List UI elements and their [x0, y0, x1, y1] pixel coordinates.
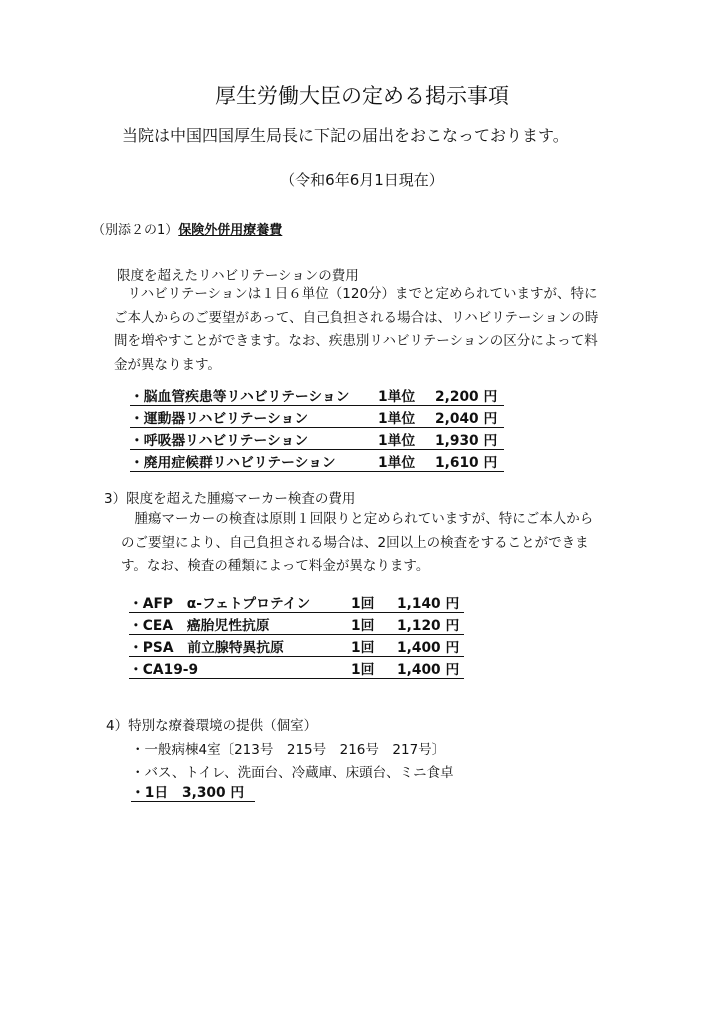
item-name: ・運動器リハビリテーション: [130, 411, 309, 427]
item-name: ・CEA 癌胎児性抗原: [129, 618, 270, 634]
item-price: 1,400 円: [397, 640, 460, 656]
item-price: 1,930 円: [435, 433, 498, 449]
price-row: [129, 590, 464, 613]
room-amenities: ・バス、トイレ、洗面台、冷蔵庫、床頭台、ミニ食卓: [131, 765, 454, 781]
item-name: ・廃用症候群リハビリテーション: [130, 455, 336, 471]
section-title: 保険外併用療養費: [178, 223, 283, 238]
rehab-line: ご本人からのご要望があって、自己負担される場合は、リハビリテーションの時: [114, 309, 599, 326]
item-price: 2,200 円: [435, 389, 498, 405]
room-price-text: ・1日 3,300 円: [131, 785, 245, 801]
page-title: 厚生労働大臣の定める掲示事項: [215, 84, 509, 108]
item-unit: 1回: [351, 618, 375, 634]
item-unit: 1回: [351, 640, 375, 656]
item-price: 1,610 円: [435, 455, 498, 471]
tumor-title: 3）限度を超えた腫瘍マーカー検査の費用: [104, 491, 356, 507]
price-row: [129, 656, 464, 679]
price-row: [129, 634, 464, 657]
price-row: [130, 427, 504, 450]
item-price: 1,120 円: [397, 618, 460, 634]
page-subtitle: 当院は中国四国厚生局長に下記の届出をおこなっております。: [122, 126, 569, 145]
item-price: 1,400 円: [397, 662, 460, 678]
item-unit: 1単位: [378, 411, 416, 427]
rehab-description: [114, 283, 598, 377]
item-name: ・AFP α-フェトプロテイン: [129, 596, 311, 612]
tumor-line: す。なお、検査の種類によって料金が異なります。: [121, 558, 430, 574]
item-unit: 1回: [351, 596, 375, 612]
rehab-line: リハビリテーションは１日６単位（120分）までと定められていますが、特に: [114, 286, 598, 302]
item-unit: 1単位: [378, 433, 416, 449]
section-heading: [92, 219, 282, 238]
item-price: 2,040 円: [435, 411, 498, 427]
item-unit: 1単位: [378, 389, 416, 405]
rehab-line: 間を増やすことができます。なお、疾患別リハビリテーションの区分によって料: [114, 333, 598, 349]
item-name: ・脳血管疾患等リハビリテーション: [130, 389, 350, 405]
item-unit: 1回: [351, 662, 375, 678]
item-name: ・呼吸器リハビリテーション: [130, 433, 309, 449]
room-list-line: ・一般病棟4室〔213号 215号 216号 217号〕: [131, 742, 446, 758]
item-price: 1,140 円: [397, 596, 460, 612]
section-prefix: （別添２の1）: [92, 223, 179, 238]
tumor-line: のご要望により、自己負担される場合は、2回以上の検査をすることができま: [121, 534, 589, 551]
tumor-description: [121, 508, 593, 579]
rehab-line: 金が異なります。: [114, 356, 221, 373]
tumor-line: 腫瘍マーカーの検査は原則１回限りと定められていますが、特にご本人から: [121, 511, 594, 527]
price-row: [130, 405, 504, 428]
item-unit: 1単位: [378, 455, 416, 471]
item-name: ・CA19-9: [129, 662, 199, 678]
item-name: ・PSA 前立腺特異抗原: [129, 640, 284, 656]
room-price: [131, 779, 255, 802]
as-of-date: （令和6年6月1日現在）: [280, 171, 444, 189]
price-row: [130, 449, 504, 472]
rehab-title: 限度を超えたリハビリテーションの費用: [117, 268, 359, 284]
price-row: [130, 383, 504, 406]
price-row: [129, 612, 464, 635]
room-title: 4）特別な療養環境の提供（個室）: [106, 718, 318, 734]
